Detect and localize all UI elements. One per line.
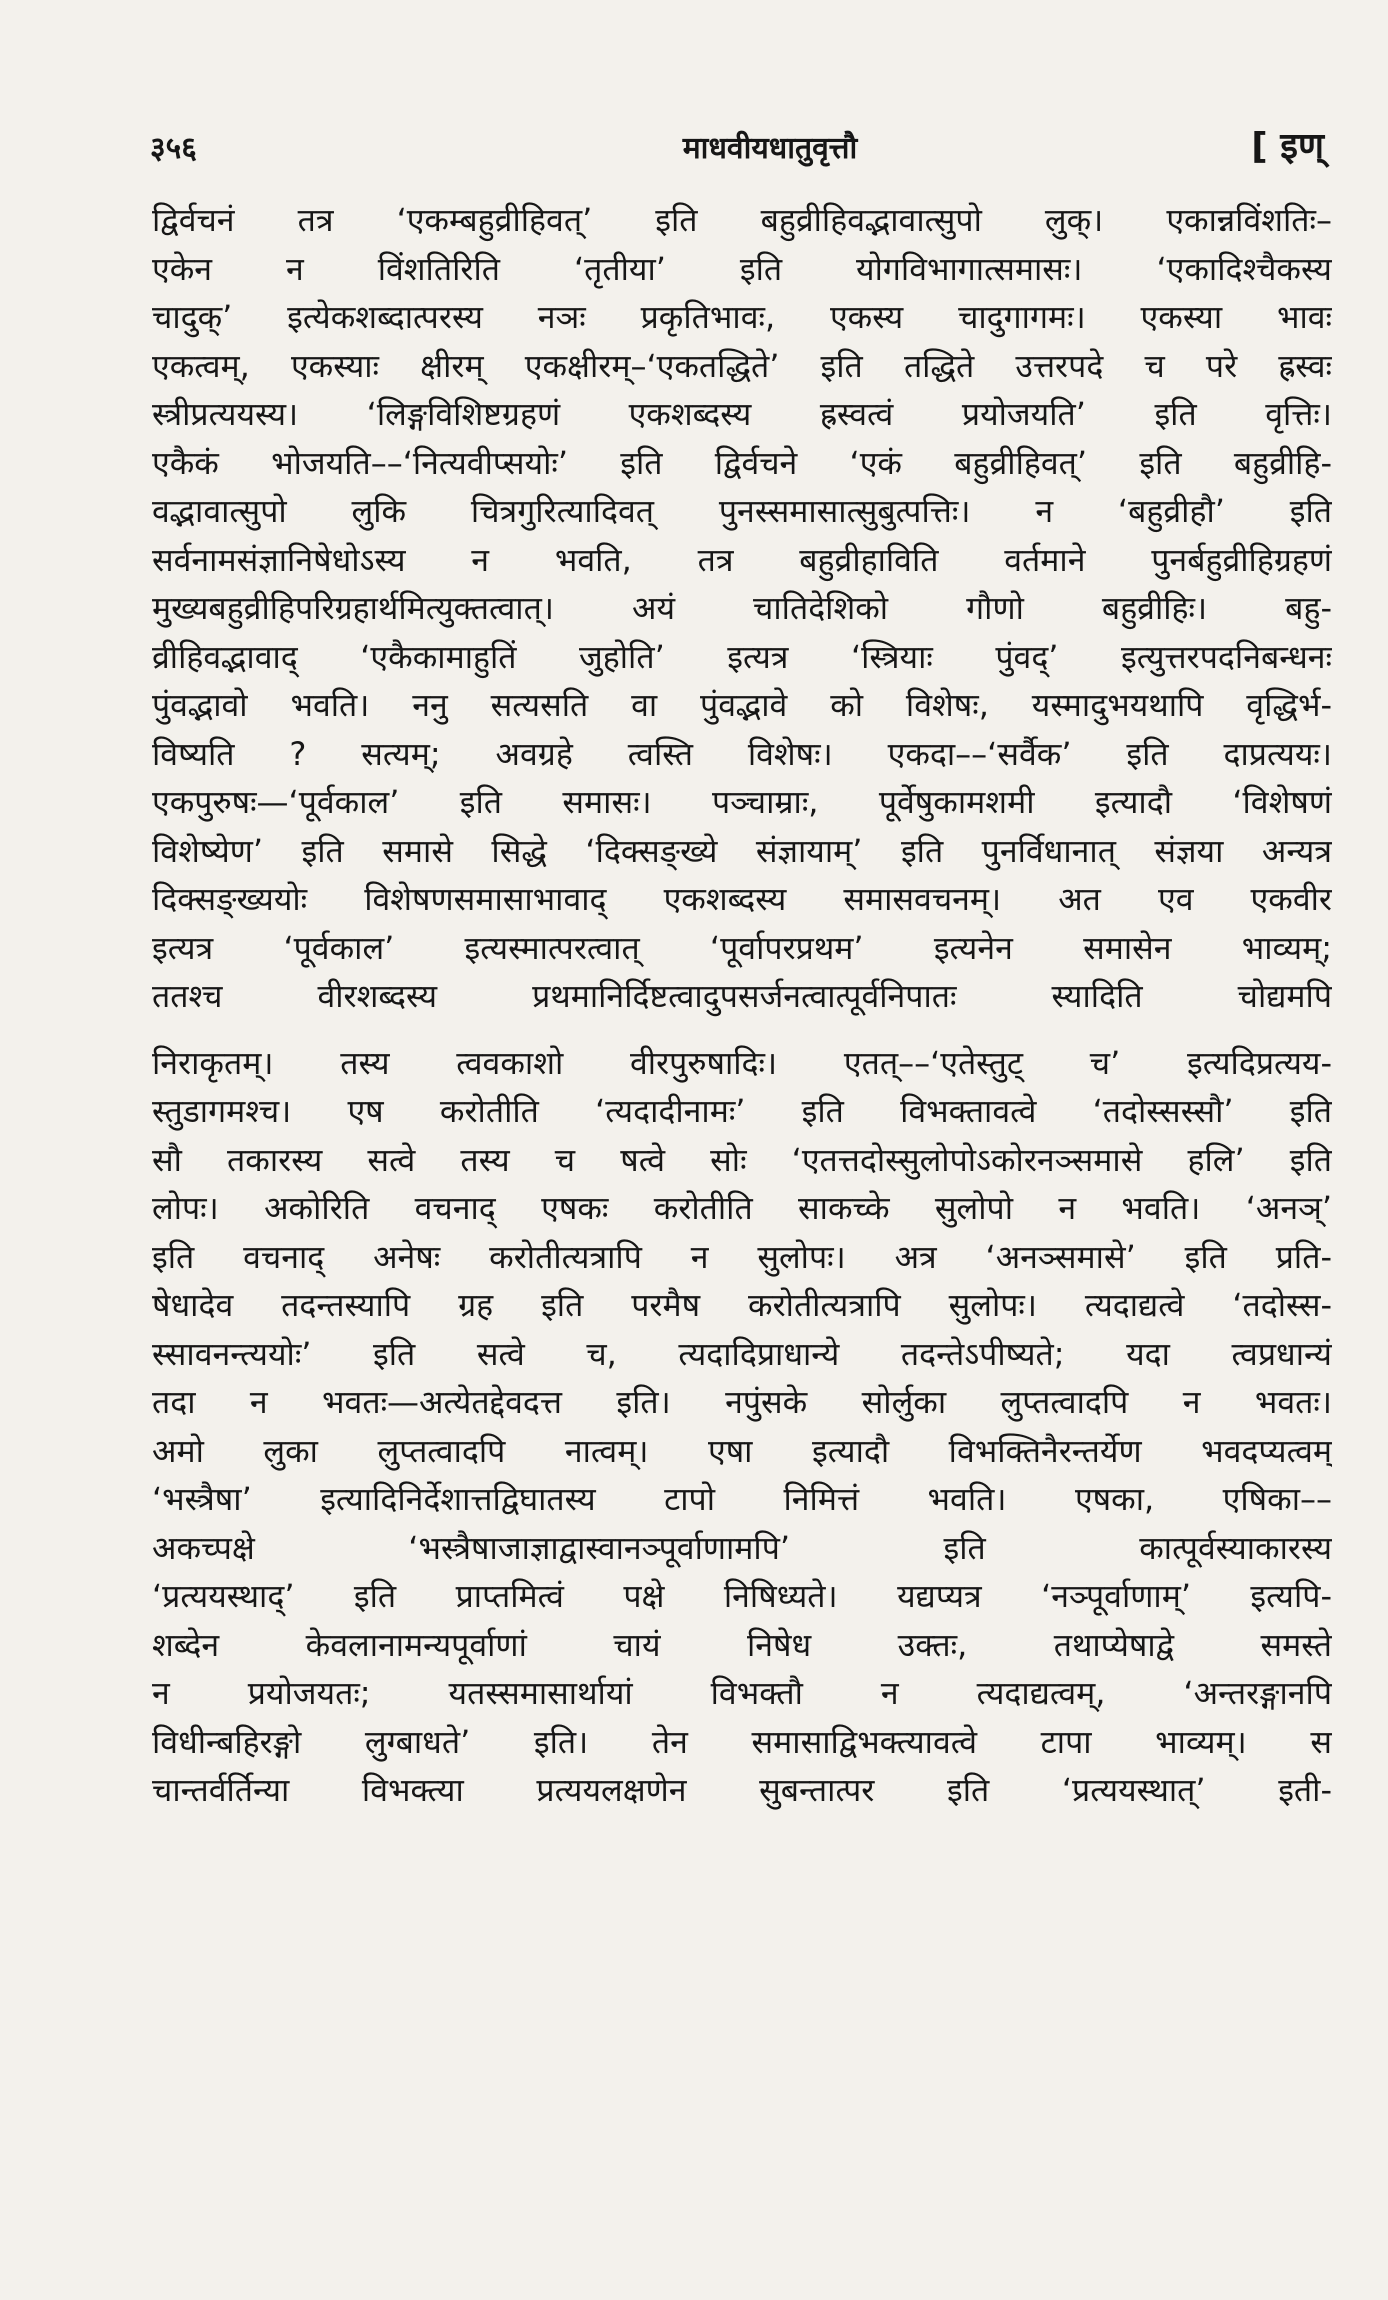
text-line: विशेष्येण’ इति समासे सिद्धे ‘दिक्सङ्ख्ये संज्ञायाम्’ इति पुनर्विधानात् संज्ञया अन्यत्र: [152, 831, 1332, 870]
text-line: पुंवद्भावो भवति। ननु सत्यसति वा पुंवद्भावे को विशेषः, यस्मादुभयथापि वृद्धिर्भ-: [152, 686, 1332, 724]
text-line: चान्तर्वर्तिन्या विभक्त्या प्रत्ययलक्षणेन सुबन्तात्पर इति ‘प्रत्ययस्थात्’ इती-: [152, 1771, 1332, 1809]
text-line: तदा न भवतः—अत्येतद्देवदत्त इति। नपुंसके सोर्लुका लुप्तत्वादपि न भवतः।: [152, 1383, 1332, 1421]
text-line: चादुक्’ इत्येकशब्दात्परस्य नञः प्रकृतिभावः, एकस्य चादुगागमः। एकस्या भावः: [152, 298, 1332, 336]
text-line: लोपः। अकोरिति वचनाद् एषकः करोतीति साकच्के सुलोपो न भवति। ‘अनञ्’: [152, 1189, 1332, 1227]
text-line: वद्भावात्सुपो लुकि चित्रगुरित्यादिवत् पुनस्समासात्सुबुत्पत्तिः। न ‘बहुव्रीहौ’ इति: [152, 492, 1332, 530]
page-number: ३५६: [150, 131, 197, 166]
text-line: निराकृतम्। तस्य त्ववकाशो वीरपुरुषादिः। एतत्––‘एतेस्तुट् च’ इत्यदिप्रत्यय-: [152, 1043, 1332, 1082]
text-line: द्विर्वचनं तत्र ‘एकम्बहुव्रीहिवत्’ इति बहुव्रीहिवद्भावात्सुपो लुक्। एकान्नविंशतिः–: [152, 201, 1332, 239]
text-line: एकपुरुषः—‘पूर्वकाल’ इति समासः। पञ्चाम्राः, पूर्वेषुकामशमी इत्यादौ ‘विशेषणं: [152, 783, 1332, 821]
body-text: [152, 196, 1332, 1815]
text-line: एकेन न विंशतिरिति ‘तृतीया’ इति योगविभागात्समासः। ‘एकादिश्चैकस्य: [152, 249, 1332, 288]
text-line: ततश्च वीरशब्दस्य प्रथमानिर्दिष्टत्वादुपसर्जनत्वात्पूर्वनिपातः स्यादिति चोद्यमपि: [152, 977, 1332, 1015]
text-line: विष्यति ? सत्यम्; अवग्रहे त्वस्ति विशेषः। एकदा––‘सर्वैक’ इति दाप्रत्ययः।: [152, 734, 1332, 773]
text-line: अमो लुका लुप्तत्वादपि नात्वम्। एषा इत्यादौ विभक्तिनैरन्तर्येण भवदप्यत्वम्: [152, 1431, 1332, 1470]
text-line: शब्देन केवलानामन्यपूर्वाणां चायं निषेध उक्तः, तथाप्येषाद्वे समस्ते: [152, 1625, 1332, 1664]
text-line: सर्वनामसंज्ञानिषेधोऽस्य न भवति, तत्र बहुव्रीहाविति वर्तमाने पुनर्बहुव्रीहिग्रहणं: [152, 540, 1332, 579]
text-line: इति वचनाद् अनेषः करोतीत्यत्रापि न सुलोपः। अत्र ‘अनञ्समासे’ इति प्रति-: [152, 1237, 1332, 1276]
text-line: एकैकं भोजयति––‘नित्यवीप्सयोः’ इति द्विर्वचने ‘एकं बहुव्रीहिवत्’ इति बहुव्रीहि-: [152, 443, 1332, 482]
text-line: षेधादेव तदन्तस्यापि ग्रह इति परमैष करोतीत्यत्रापि सुलोपः। त्यदाद्यत्वे ‘तदोस्स-: [152, 1286, 1332, 1324]
line-gap: [152, 1021, 1332, 1039]
text-line: दिक्सङ्ख्ययोः विशेषणसमासाभावाद् एकशब्दस्य समासवचनम्। अत एव एकवीर: [152, 880, 1332, 918]
text-line: विधीन्बहिरङ्गो लुग्बाधते’ इति। तेन समासाद्विभक्त्यावत्वे टापा भाव्यम्। स: [152, 1722, 1332, 1761]
text-line: सौ तकारस्य सत्वे तस्य च षत्वे सोः ‘एतत्तदोस्सुलोपोऽकोरनञ्समासे हलि’ इति: [152, 1140, 1332, 1179]
text-line: इत्यत्र ‘पूर्वकाल’ इत्यस्मात्परत्वात् ‘पूर्वापरप्रथम’ इत्यनेन समासेन भाव्यम्;: [152, 928, 1332, 967]
text-line: स्सावनन्त्ययोः’ इति सत्वे च, त्यदादिप्राधान्ये तदन्तेऽपीष्यते; यदा त्वप्रधान्यं: [152, 1334, 1332, 1373]
page-header: [150, 118, 1330, 168]
text-line: मुख्यबहुव्रीहिपरिग्रहार्थमित्युक्तत्वात्। अयं चातिदेशिको गौणो बहुव्रीहिः। बहु-: [152, 589, 1332, 627]
text-line: ‘प्रत्ययस्थाद्’ इति प्राप्तमित्वं पक्षे निषिध्यते। यद्यप्यत्र ‘नञ्पूर्वाणाम्’ इत्यपि-: [152, 1577, 1332, 1615]
text-line: स्तुडागमश्च। एष करोतीति ‘त्यदादीनामः’ इति विभक्तावत्वे ‘तदोस्सस्सौ’ इति: [152, 1092, 1332, 1130]
text-line: अकच्पक्षे ‘भस्त्रैषाजाज्ञाद्वास्वानञ्पूर्वाणामपि’ इति कात्पूर्वस्याकारस्य: [152, 1528, 1332, 1567]
text-line: स्त्रीप्रत्ययस्य। ‘लिङ्गविशिष्टग्रहणं एकशब्दस्य ह्रस्वत्वं प्रयोजयति’ इति वृत्तिः।: [152, 395, 1332, 433]
section-marker: [ इण्: [1251, 126, 1324, 167]
text-line: ‘भस्त्रैषा’ इत्यादिनिर्देशात्तद्विघातस्य टापो निमित्तं भवति। एषका, एषिका––: [152, 1480, 1332, 1518]
running-title: माधवीयधातुवृत्तौ: [682, 131, 858, 166]
text-line: एकत्वम्, एकस्याः क्षीरम् एकक्षीरम्–‘एकतद्धिते’ इति तद्धिते उत्तरपदे च परे ह्रस्वः: [152, 346, 1332, 385]
text-line: व्रीहिवद्भावाद् ‘एकैकामाहुतिं जुहोति’ इत्यत्र ‘स्त्रियाः पुंवद्’ इत्युत्तरपदनिबन्धनः: [152, 637, 1332, 676]
text-line: न प्रयोजयतः; यतस्समासार्थायां विभक्तौ न त्यदाद्यत्वम्, ‘अन्तरङ्गानपि: [152, 1674, 1332, 1712]
